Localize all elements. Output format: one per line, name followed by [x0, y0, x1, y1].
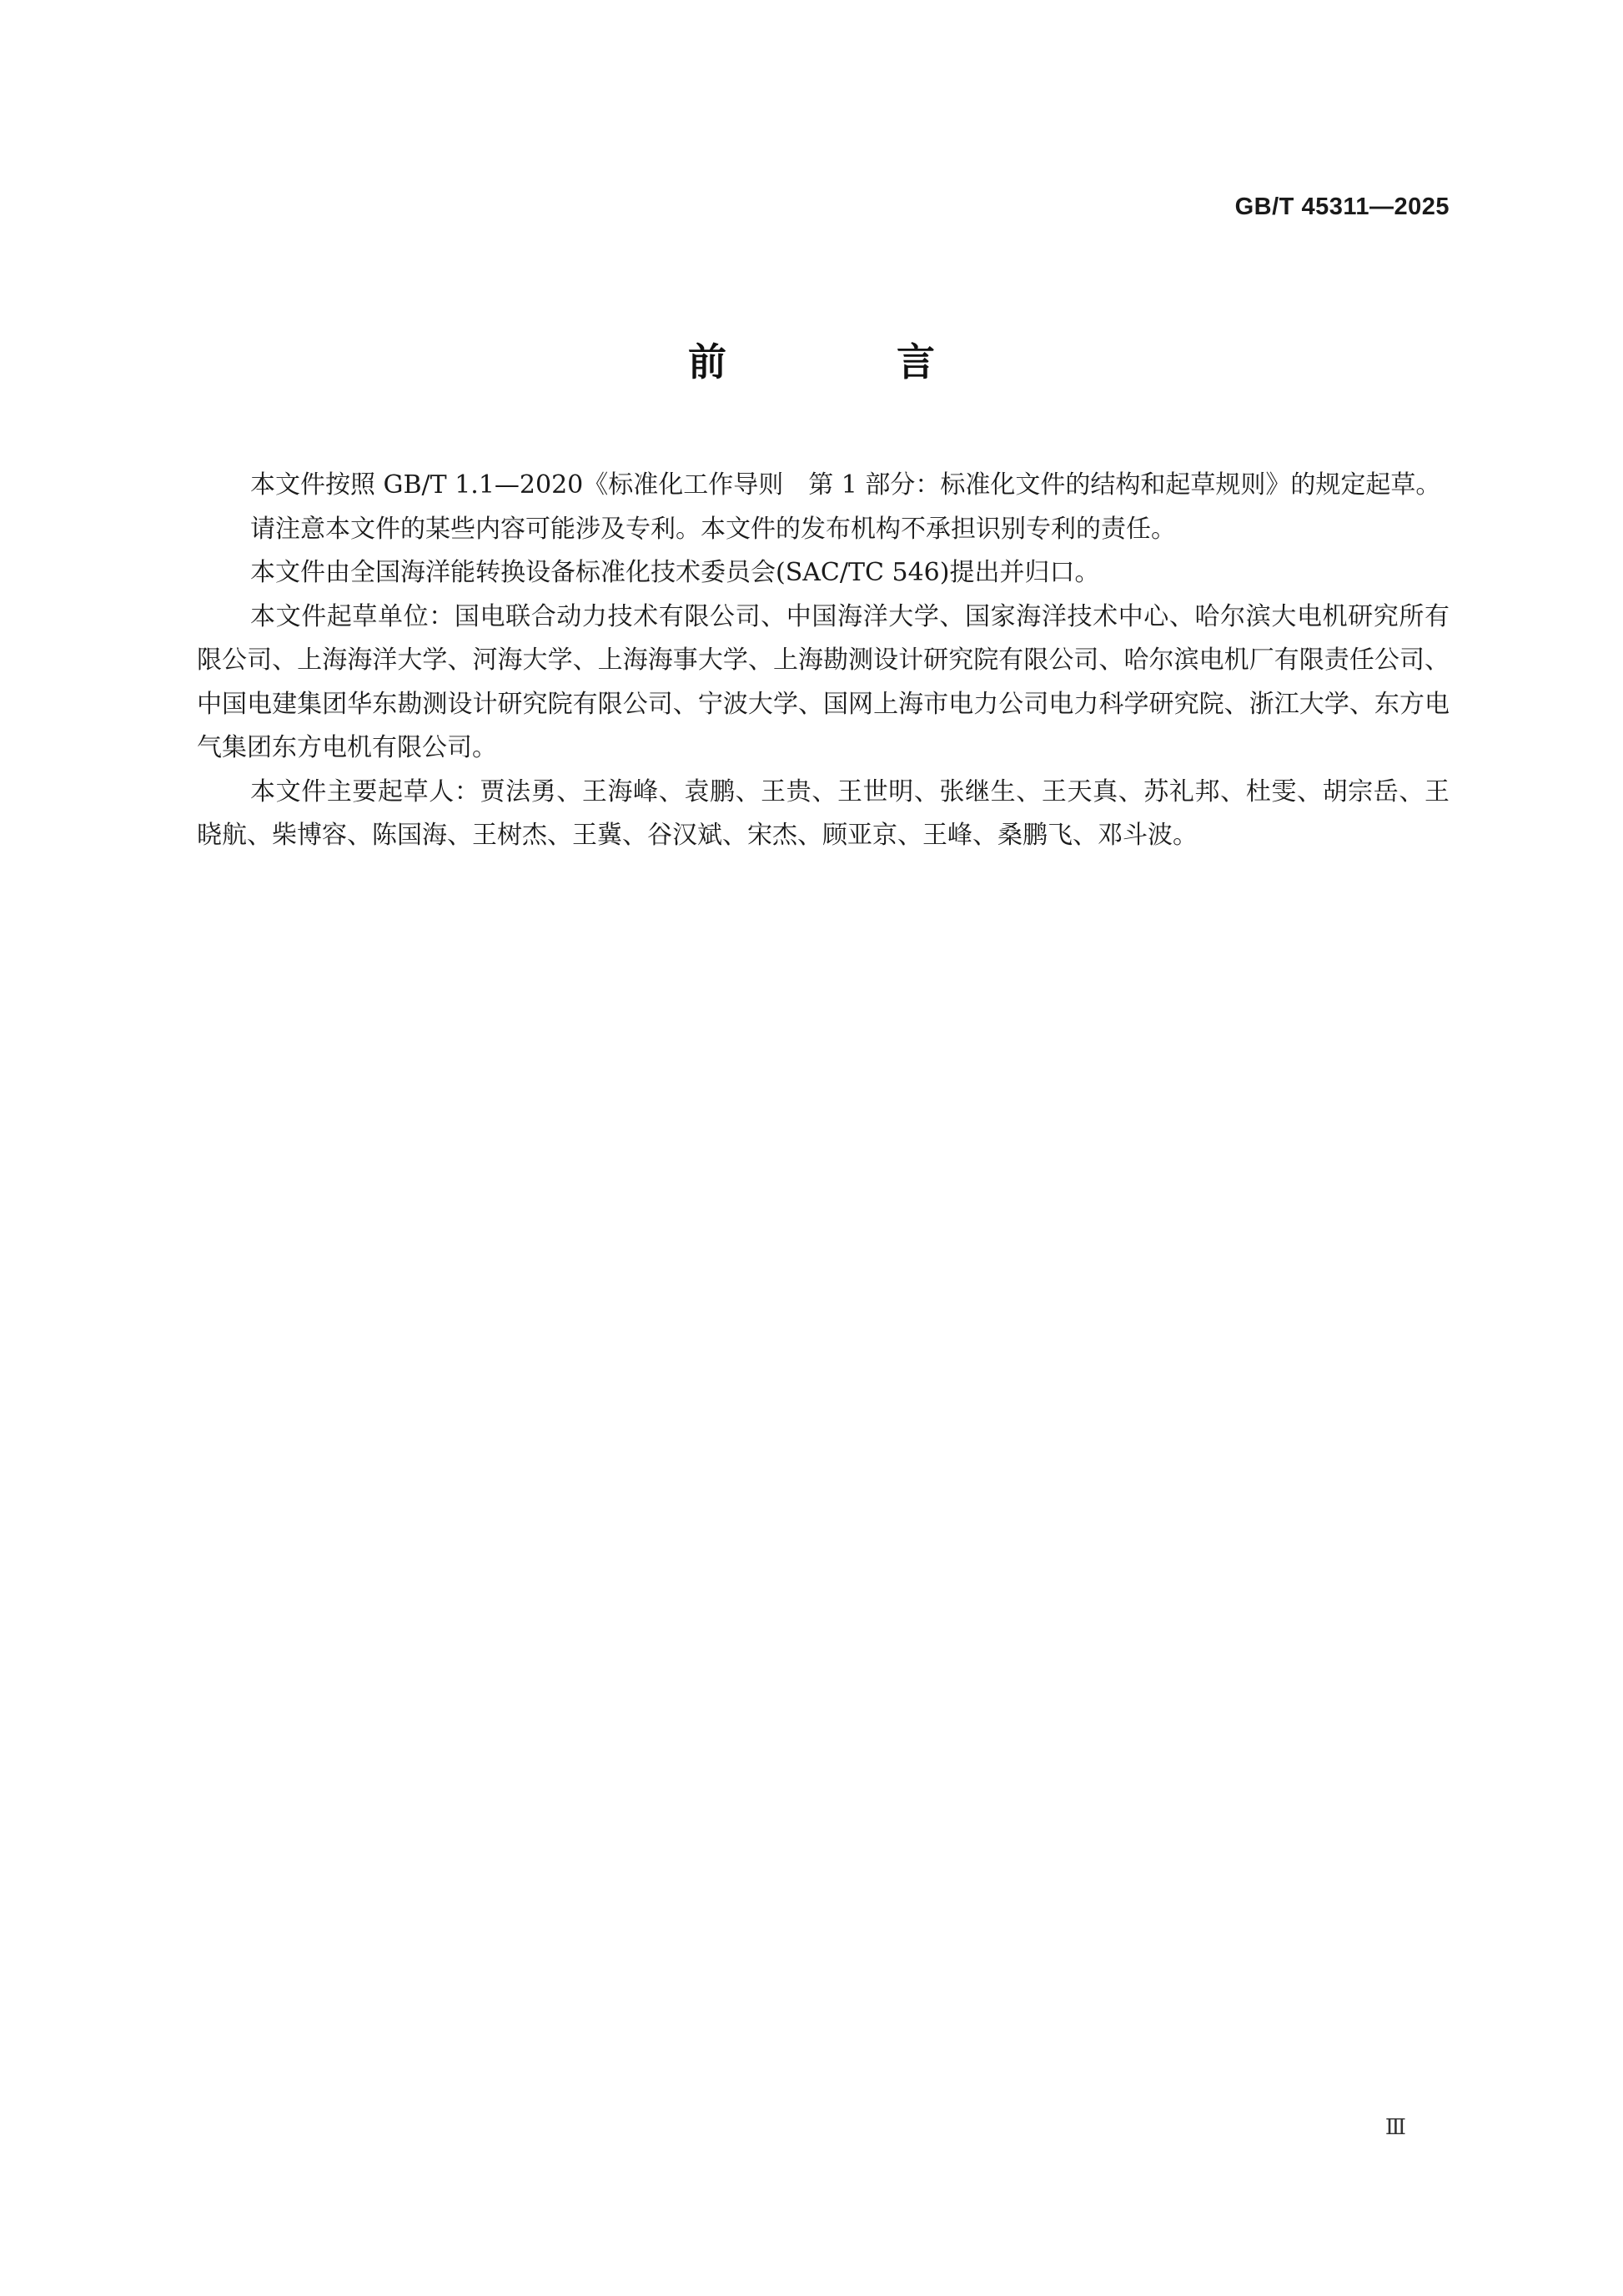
paragraph-drafting-units: 本文件起草单位：国电联合动力技术有限公司、中国海洋大学、国家海洋技术中心、哈尔滨大电机研究所有限公司、上海海洋大学、河海大学、上海海事大学、上海勘测设计研究院有限公司、哈尔滨电机厂有限责任公司、中国电建集团华东勘测设计研究院有限公司、宁波大学、国网上海市电力公司电力科学研究院、浙江大学、东方电气集团东方电机有限公司。	[197, 601, 1450, 762]
paragraph-drafters: 本文件主要起草人：贾法勇、王海峰、袁鹏、王贵、王世明、张继生、王天真、苏礼邦、杜雯、胡宗岳、王晓航、柴博容、陈国海、王树杰、王冀、谷汉斌、宋杰、顾亚京、王峰、桑鹏飞、邓斗波。	[197, 776, 1450, 850]
page-number: Ⅲ	[1384, 2115, 1406, 2140]
paragraph-patent-notice: 请注意本文件的某些内容可能涉及专利。本文件的发布机构不承担识别专利的责任。	[250, 514, 1176, 544]
paragraph-proposer: 本文件由全国海洋能转换设备标准化技术委员会(SAC/TC 546)提出并归口。	[250, 558, 1100, 587]
document-id: GB/T 45311—2025	[1234, 193, 1450, 220]
foreword-body	[197, 464, 1450, 858]
page-title: 前 言	[687, 339, 1013, 384]
paragraph-drafting-rules: 本文件按照 GB/T 1.1—2020《标准化工作导则 第 1 部分：标准化文件的结构和起草规则》的规定起草。	[250, 470, 1441, 500]
